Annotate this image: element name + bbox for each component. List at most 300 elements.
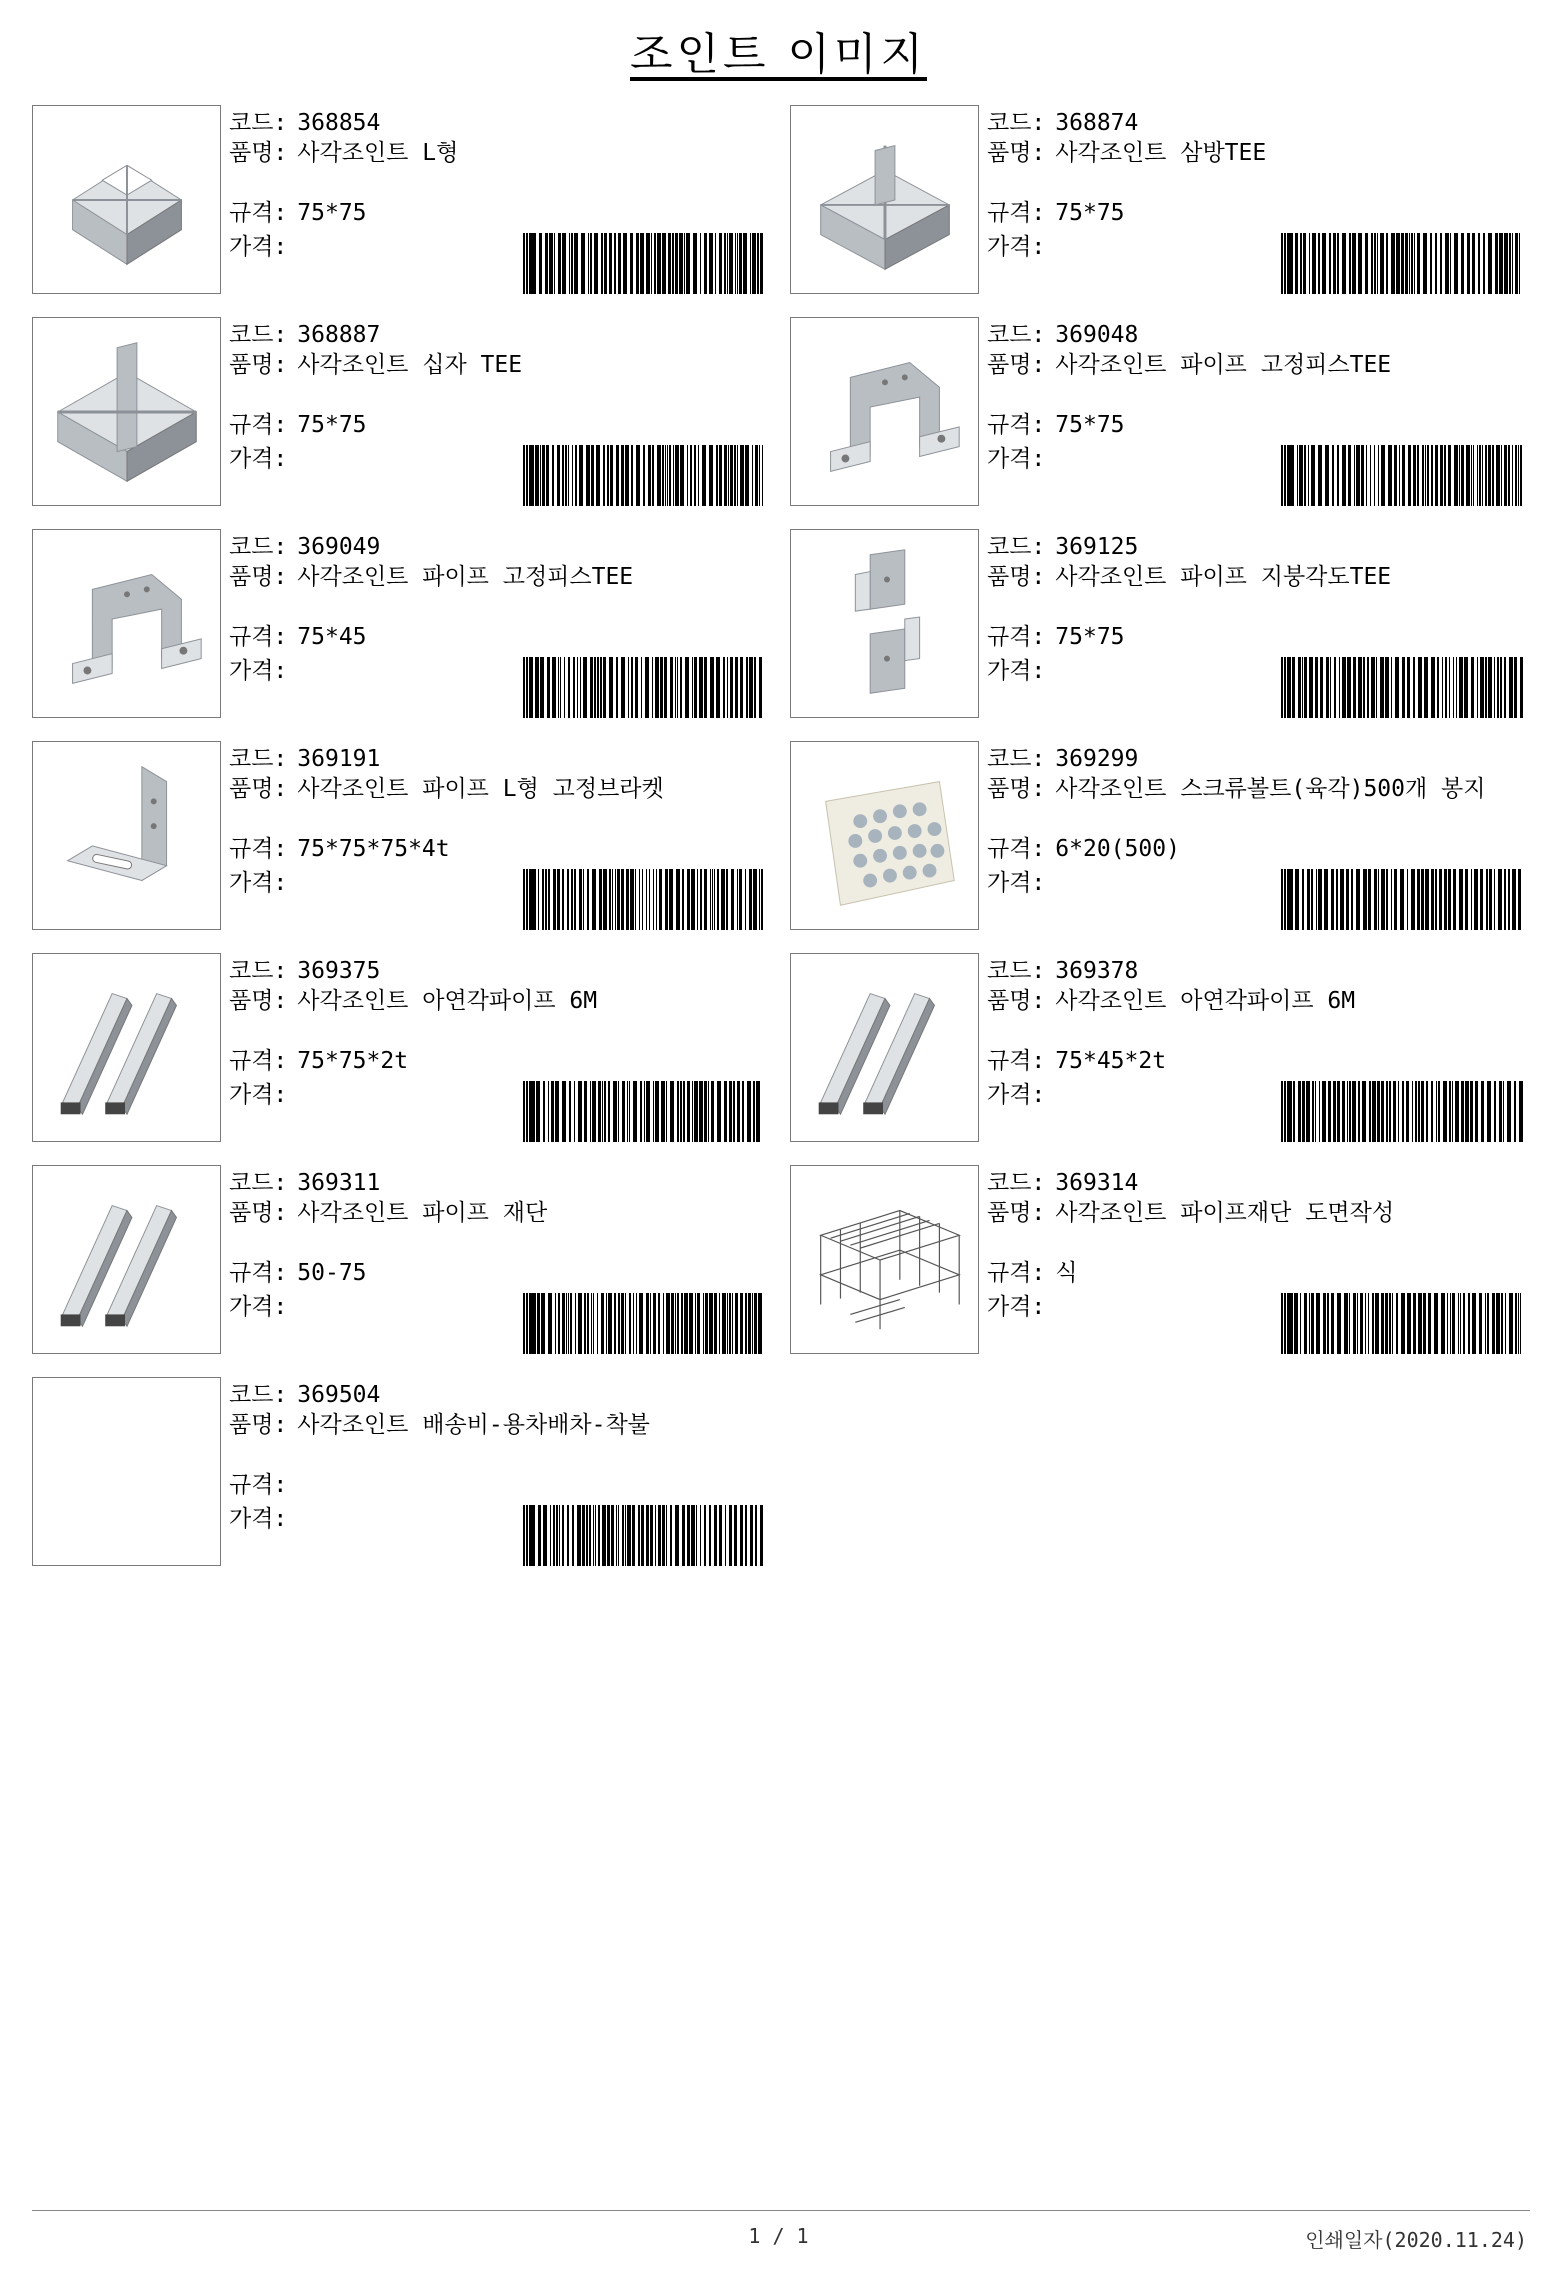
barcode-bar [1371,233,1373,294]
barcode-bar [555,1293,556,1354]
barcode-bar [657,445,661,506]
barcode-bar [719,1293,720,1354]
barcode-bar [1300,233,1302,294]
barcode-bar [579,869,582,930]
barcode-bar [749,869,752,930]
barcode-bar [702,445,706,506]
barcode-bar [552,445,554,506]
barcode-bar [1430,233,1432,294]
barcode-bar [1290,1293,1293,1354]
barcode-bar [1295,869,1299,930]
barcode-bar [562,1081,566,1142]
price-row [229,1505,297,1533]
price-row [229,1081,297,1109]
barcode-bar [1413,1293,1416,1354]
barcode [1281,1081,1530,1142]
name-row [987,563,1391,591]
barcode-bar [593,1505,594,1566]
barcode-bar [536,1081,540,1142]
barcode-bar [597,1293,598,1354]
barcode-bar [1459,869,1463,930]
barcode-bar [715,233,716,294]
barcode-bar [1449,657,1450,718]
price-row [987,869,1055,897]
barcode-bar [1425,869,1429,930]
barcode-bar [1302,1081,1305,1142]
barcode-bar [547,657,550,718]
barcode-bar [557,869,560,930]
barcode-bar [1500,657,1502,718]
print-date: 인쇄일자(2020.11.24) [1305,2228,1527,2252]
barcode-bar [1391,657,1392,718]
barcode-bar [1368,869,1371,930]
barcode-bar [1311,445,1315,506]
barcode-bar [1394,445,1397,506]
barcode-bar [1336,869,1338,930]
barcode-bar [1284,869,1286,930]
barcode-bar [1370,445,1371,506]
barcode-bar [1388,445,1392,506]
barcode-bar [609,657,613,718]
name-row [987,1199,1394,1227]
code-value: 369314 [1055,1170,1139,1196]
barcode-bar [596,445,600,506]
barcode-bar [1449,1081,1451,1142]
barcode-bar [1519,1081,1523,1142]
spec-row [229,411,367,439]
barcode [1281,657,1530,718]
barcode-bar [1358,1081,1360,1142]
barcode-bar [577,657,578,718]
barcode-bar [665,445,666,506]
name-label: 품명: [229,776,288,802]
price-row [229,1293,297,1321]
barcode-bar [745,1293,747,1354]
product-thumbnail [790,529,979,718]
barcode-bar [752,233,756,294]
u-bracket-icon [33,530,220,717]
barcode-bar [1329,233,1331,294]
barcode-bar [616,657,618,718]
name-value: 사각조인트 파이프 고정피스TEE [297,564,634,590]
barcode [523,233,772,294]
barcode-bar [1465,869,1468,930]
barcode-bar [1458,1293,1459,1354]
code-row [229,1169,380,1197]
spec-label: 규격: [229,624,288,650]
price-label: 가격: [229,446,288,472]
name-value: 사각조인트 파이프 지붕각도TEE [1055,564,1392,590]
barcode-bar [1331,869,1334,930]
barcode-bar [1519,233,1520,294]
item-card [790,529,1530,721]
barcode-bar [679,233,683,294]
barcode-bar [1366,445,1367,506]
barcode-bar [722,1293,726,1354]
barcode-bar [1284,233,1286,294]
barcode-bar [604,1081,606,1142]
barcode-bar [703,1293,704,1354]
code-row [987,1169,1138,1197]
barcode-bar [1445,657,1447,718]
barcode-bar [757,233,759,294]
barcode-bar [1488,233,1492,294]
name-row [229,139,458,167]
barcode-bar [687,445,688,506]
name-label: 품명: [987,776,1046,802]
barcode-bar [735,657,738,718]
barcode-bar [1435,869,1437,930]
barcode-bar [538,869,539,930]
code-value: 368874 [1055,110,1139,136]
barcode-bar [551,1081,554,1142]
barcode-bar [682,1505,685,1566]
barcode-bar [1304,1293,1307,1354]
spec-label: 규격: [987,200,1046,226]
barcode-bar [1318,445,1322,506]
barcode-bar [1489,869,1492,930]
barcode-bar [760,233,763,294]
name-value: 사각조인트 아연각파이프 6M [297,988,598,1014]
barcode-bar [542,445,545,506]
barcode-bar [614,1293,616,1354]
barcode-bar [615,869,616,930]
barcode-bar [734,1505,737,1566]
barcode [523,445,772,506]
barcode-bar [1409,233,1410,294]
barcode-bar [600,657,602,718]
code-row [229,321,380,349]
price-label: 가격: [987,1082,1046,1108]
barcode-bar [548,869,550,930]
spec-row [229,199,367,227]
barcode-bar [537,1293,540,1354]
barcode-bar [662,233,666,294]
barcode-bar [1396,1293,1398,1354]
barcode-bar [1496,1293,1500,1354]
barcode-bar [549,233,553,294]
barcode-bar [1461,445,1464,506]
barcode-bar [1375,1293,1379,1354]
barcode-bar [626,869,629,930]
barcode-bar [719,445,722,506]
price-label: 가격: [229,1506,288,1532]
barcode-bar [574,233,578,294]
square-pipes-icon [33,954,220,1141]
price-row [229,445,297,473]
barcode-bar [717,869,719,930]
code-value: 369311 [297,1170,381,1196]
barcode-bar [675,445,679,506]
spec-row [987,623,1125,651]
barcode-bar [1485,657,1487,718]
barcode-bar [1352,1081,1356,1142]
barcode-bar [663,1293,664,1354]
barcode-bar [625,1505,626,1566]
barcode-bar [558,1293,560,1354]
barcode-bar [1454,233,1458,294]
barcode-bar [550,1505,551,1566]
barcode-bar [532,445,534,506]
barcode-bar [607,1505,610,1566]
barcode-bar [710,869,711,930]
l-shape-joint-icon [33,106,220,293]
barcode-bar [754,1293,757,1354]
barcode-bar [687,1081,690,1142]
barcode-bar [1418,657,1422,718]
barcode-bar [646,1505,649,1566]
barcode-bar [709,445,713,506]
price-label: 가격: [987,234,1046,260]
barcode-bar [664,657,667,718]
barcode-bar [1466,445,1470,506]
barcode-bar [622,1081,625,1142]
barcode-bar [1300,1293,1301,1354]
barcode-bar [609,869,611,930]
barcode-bar [692,657,693,718]
barcode-bar [523,657,525,718]
barcode-bar [684,1293,688,1354]
barcode-bar [574,869,576,930]
code-value: 369378 [1055,958,1139,984]
barcode-bar [727,233,728,294]
barcode-bar [1386,233,1388,294]
barcode-bar [571,869,573,930]
barcode-bar [1514,657,1517,718]
barcode-bar [1337,1293,1341,1354]
barcode-bar [729,1081,732,1142]
barcode-bar [1515,1293,1517,1354]
barcode-bar [708,1081,709,1142]
barcode-bar [683,1081,685,1142]
barcode-bar [1344,1293,1348,1354]
barcode-bar [575,1293,576,1354]
barcode-bar [1411,233,1413,294]
barcode-bar [1450,1293,1451,1354]
barcode-bar [532,1293,536,1354]
barcode-bar [1360,1293,1363,1354]
code-row [229,957,380,985]
barcode-bar [1316,869,1317,930]
barcode-bar [729,1505,732,1566]
barcode-bar [1290,657,1291,718]
barcode-bar [1281,233,1283,294]
barcode-bar [567,1505,569,1566]
barcode-bar [587,1293,589,1354]
barcode-bar [573,657,575,718]
barcode-bar [613,1081,617,1142]
barcode-bar [594,657,596,718]
barcode-bar [1352,233,1356,294]
barcode-bar [680,1081,682,1142]
barcode-bar [569,1081,571,1142]
barcode-bar [622,1505,624,1566]
barcode-bar [677,657,678,718]
barcode-bar [555,1081,559,1142]
spec-row [987,411,1125,439]
barcode-bar [529,1505,532,1566]
barcode-bar [1376,657,1377,718]
barcode-bar [1386,869,1388,930]
barcode-bar [1405,233,1408,294]
barcode-bar [729,233,733,294]
barcode-bar [629,1293,631,1354]
barcode-bar [748,1293,751,1354]
barcode-bar [670,1081,674,1142]
barcode-bar [1381,869,1385,930]
barcode-bar [1372,1293,1374,1354]
barcode-bar [759,445,760,506]
spec-value: 75*75 [297,200,367,226]
barcode-bar [612,869,613,930]
barcode-bar [1391,869,1392,930]
barcode-bar [1504,233,1508,294]
barcode-bar [1295,233,1298,294]
name-label: 품명: [987,1200,1046,1226]
barcode-bar [646,233,650,294]
barcode-bar [716,445,718,506]
barcode-bar [668,233,671,294]
barcode-bar [529,233,532,294]
code-row [229,1381,380,1409]
barcode-bar [591,445,594,506]
barcode-bar [696,1505,697,1566]
barcode-bar [737,445,738,506]
name-label: 품명: [987,564,1046,590]
name-row [987,139,1266,167]
barcode-bar [584,1081,587,1142]
barcode-bar [618,233,621,294]
barcode-bar [1365,233,1368,294]
barcode-bar [1401,233,1404,294]
barcode-bar [665,869,668,930]
spec-row [987,199,1125,227]
price-row [987,1293,1055,1321]
name-row [987,775,1527,803]
barcode [1281,869,1530,930]
barcode-bar [1498,869,1502,930]
barcode-bar [1337,445,1339,506]
barcode-bar [630,233,633,294]
barcode-bar [1479,1293,1482,1354]
barcode-bar [1367,657,1369,718]
barcode-bar [556,1505,558,1566]
code-label: 코드: [229,322,288,348]
barcode-bar [583,869,584,930]
barcode-bar [1438,1081,1440,1142]
product-thumbnail [32,953,221,1142]
barcode-bar [1372,1081,1376,1142]
barcode-bar [1326,657,1329,718]
code-value: 369049 [297,534,381,560]
barcode-bar [1509,1293,1513,1354]
barcode-bar [1471,445,1472,506]
barcode-bar [1443,1081,1447,1142]
barcode-bar [1311,1293,1314,1354]
barcode-bar [579,445,583,506]
barcode-bar [1281,1081,1283,1142]
barcode-bar [1482,445,1483,506]
barcode-bar [658,1293,660,1354]
barcode-bar [1518,1293,1519,1354]
barcode-bar [646,869,647,930]
barcode-bar [540,657,544,718]
barcode-bar [714,1293,717,1354]
barcode-bar [681,1293,683,1354]
barcode-bar [532,233,536,294]
frame-drawing-icon [791,1166,978,1353]
barcode-bar [532,1505,535,1566]
barcode-bar [1330,657,1331,718]
barcode-bar [586,445,590,506]
barcode-bar [644,1081,645,1142]
barcode-bar [583,657,587,718]
barcode-bar [578,1293,582,1354]
barcode-bar [628,657,629,718]
barcode-bar [1304,657,1307,718]
barcode-bar [719,233,722,294]
barcode-bar [567,869,569,930]
barcode-bar [704,1505,706,1566]
barcode-bar [724,233,726,294]
barcode-bar [682,869,684,930]
barcode-bar [568,445,569,506]
barcode-bar [745,1505,747,1566]
barcode-bar [1281,869,1283,930]
barcode-bar [685,657,689,718]
barcode-bar [752,1293,753,1354]
barcode-bar [1399,445,1400,506]
footer-divider [32,2210,1530,2211]
barcode-bar [1287,869,1290,930]
name-value: 사각조인트 파이프 고정피스TEE [1055,352,1392,378]
barcode-bar [577,1505,581,1566]
price-label: 가격: [229,658,288,684]
name-label: 품명: [987,352,1046,378]
barcode-bar [578,1081,582,1142]
barcode-bar [614,233,616,294]
barcode-bar [1333,1081,1336,1142]
item-card [32,529,772,721]
barcode-bar [1351,869,1353,930]
barcode-bar [1337,233,1339,294]
code-value: 369048 [1055,322,1139,348]
barcode-bar [1505,1293,1506,1354]
barcode-bar [1309,657,1313,718]
barcode-bar [727,657,728,718]
barcode-bar [723,657,725,718]
barcode-bar [1494,1081,1496,1142]
barcode-bar [1460,1293,1461,1354]
barcode-bar [712,869,713,930]
spec-row [987,1047,1166,1075]
barcode-bar [1394,869,1397,930]
barcode-bar [1499,1081,1502,1142]
barcode-bar [1309,233,1310,294]
barcode-bar [657,233,661,294]
barcode-bar [1488,657,1492,718]
barcode-bar [1509,233,1511,294]
barcode-bar [1512,445,1513,506]
name-value: 사각조인트 L형 [297,140,459,166]
barcode-bar [1374,869,1377,930]
barcode-bar [543,1505,547,1566]
barcode-bar [1418,1081,1420,1142]
name-label: 품명: [229,988,288,1014]
code-value: 369125 [1055,534,1139,560]
price-label: 가격: [229,234,288,260]
barcode-bar [603,657,606,718]
